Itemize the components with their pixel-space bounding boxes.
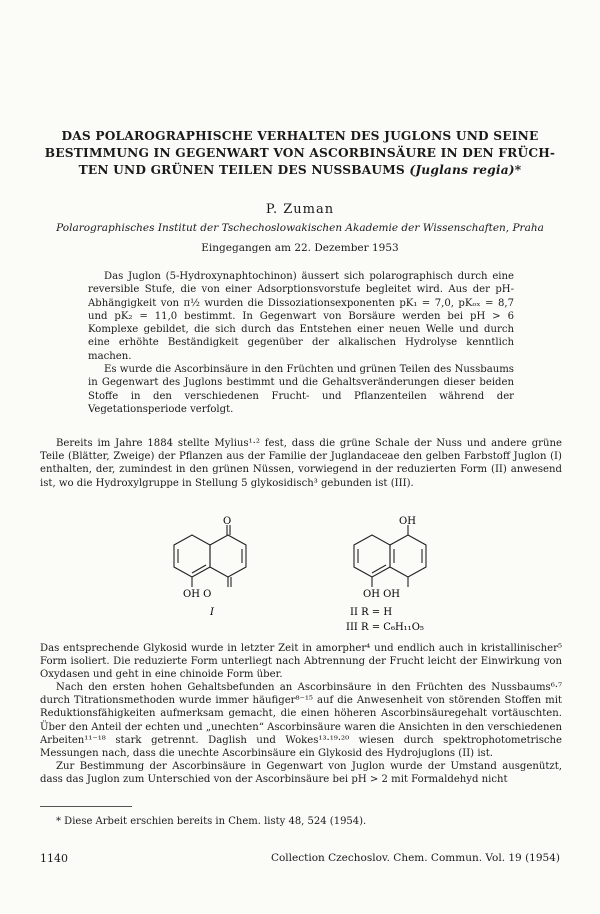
hydroxy-hydroxy-label-bottom: OH OH bbox=[363, 589, 401, 600]
abstract-paragraph-1: Das Juglon (5-Hydroxynaphtochinon) äussert sich polarographisch durch eine reversible Stufe, die von einer Adsorptionsvorstufe begleitet wird. Aus der pH-Abhängigkeit von π½ wurden die Dissoziationsexponenten pK₁ = 7,0, pKₒₓ = 8,7 und pK₂ = 11,0 bestimmt. In Gegenwart von Borsäure werden bei pH > 6 Komplexe gebildet, die sich durch das Entstehen einer neuen Welle und durch eine erhöhte Beständigkeit gegenüber der alkalischen Hydrolyse kenntlich machen. bbox=[88, 271, 514, 362]
title-line-1: DAS POLAROGRAPHISCHE VERHALTEN DES JUGLONS UND SEINE bbox=[61, 129, 539, 143]
abstract bbox=[88, 270, 514, 416]
institution: Polarographisches Institut der Tschechoslowakischen Akademie der Wissenschaften, Praha bbox=[56, 222, 544, 234]
hydroxy-label-top: OH bbox=[399, 516, 416, 527]
body-paragraph-1: Bereits im Jahre 1884 stellte Mylius¹·² fest, dass die grüne Schale der Nuss und andere grüne Teile (Blätter, Zweige) der Pflanzen aus der Familie der Juglandaceae den gelben Farbstoff Juglon (I) enthalten, der, zumindest in den grünen Nüssen, vorwiegend in der reduzierten Form (II) anwesend ist, wo die Hydroxylgruppe in Stellung 5 glykosidisch³ gebunden ist (III). bbox=[40, 438, 562, 489]
body-paragraph-3: Nach den ersten hohen Gehaltsbefunden an Ascorbinsäure in den Früchten des Nussbaums⁶·⁷ durch Titrationsmethoden wurde immer häufiger⁸⁻¹⁵ auf die Anwesenheit von störenden Stoffen mit Reduktionsfähigkeiten aufmerksam gemacht, die einen höheren Ascorbinsäuregehalt vortäuschten. Über den Anteil der echten und „unechten“ Ascorbinsäure waren die Ansichten in den verschiedenen Arbeiten¹¹⁻¹⁸ stark getrennt. Daglish und Wokes¹³·¹⁹·²⁰ wiesen durch spektrophotometrische Messungen nach, dass die unechte Ascorbinsäure ein Glykosid des Hydrojuglons (II) ist. bbox=[40, 682, 562, 759]
footnote-rule bbox=[40, 806, 132, 807]
body-text-main bbox=[40, 642, 562, 786]
footnote: * Diese Arbeit erschien bereits in Chem. listy 48, 524 (1954). bbox=[56, 816, 367, 827]
compound-label-2: II R = H bbox=[350, 607, 393, 618]
oxo-label-top: O bbox=[223, 516, 232, 527]
article-title bbox=[40, 128, 560, 179]
title-line-2: BESTIMMUNG IN GEGENWART VON ASCORBINSÄURE IN DEN FRÜCH- bbox=[44, 146, 556, 160]
title-line-3: TEN UND GRÜNEN TEILEN DES NUSSBAUMS (Juglans regia)* bbox=[78, 163, 522, 177]
page-number: 1140 bbox=[40, 852, 68, 865]
abstract-paragraph-2: Es wurde die Ascorbinsäure in den Früchten und grünen Teilen des Nussbaums in Gegenwart des Juglons bestimmt und die Gehaltsveränderungen dieser beiden Stoffe in den verschiedenen Frucht- und Pflanzenteilen während der Vegetationsperiode verfolgt. bbox=[88, 364, 514, 415]
journal-reference: Collection Czechoslov. Chem. Commun. Vol. 19 (1954) bbox=[270, 852, 560, 864]
author: P. Zuman bbox=[265, 202, 335, 217]
juglon-structure bbox=[174, 525, 246, 587]
chemical-structures bbox=[170, 513, 470, 638]
hydroxy-oxo-label-bottom: OH O bbox=[183, 589, 212, 600]
hydrojuglon-structure bbox=[354, 525, 426, 587]
compound-label-1: I bbox=[210, 607, 214, 618]
body-text-intro bbox=[40, 437, 562, 490]
compound-label-3: III R = C₆H₁₁O₅ bbox=[346, 622, 424, 633]
body-paragraph-4: Zur Bestimmung der Ascorbinsäure in Gegenwart von Juglon wurde der Umstand ausgenützt, dass das Juglon zum Unterschied von der Ascorbinsäure bei pH > 2 mit Formaldehyd nicht bbox=[40, 760, 562, 785]
structure-diagram bbox=[170, 513, 470, 638]
body-paragraph-2: Das entsprechende Glykosid wurde in letzter Zeit in amorpher⁴ und endlich auch in kristallinischer⁵ Form isoliert. Die reduzierte Form unterliegt nach Abtrennung der Frucht leicht der Einwirkung von Oxydasen und geht in eine chinoide Form über. bbox=[40, 643, 562, 681]
received-date: Eingegangen am 22. Dezember 1953 bbox=[201, 242, 399, 254]
